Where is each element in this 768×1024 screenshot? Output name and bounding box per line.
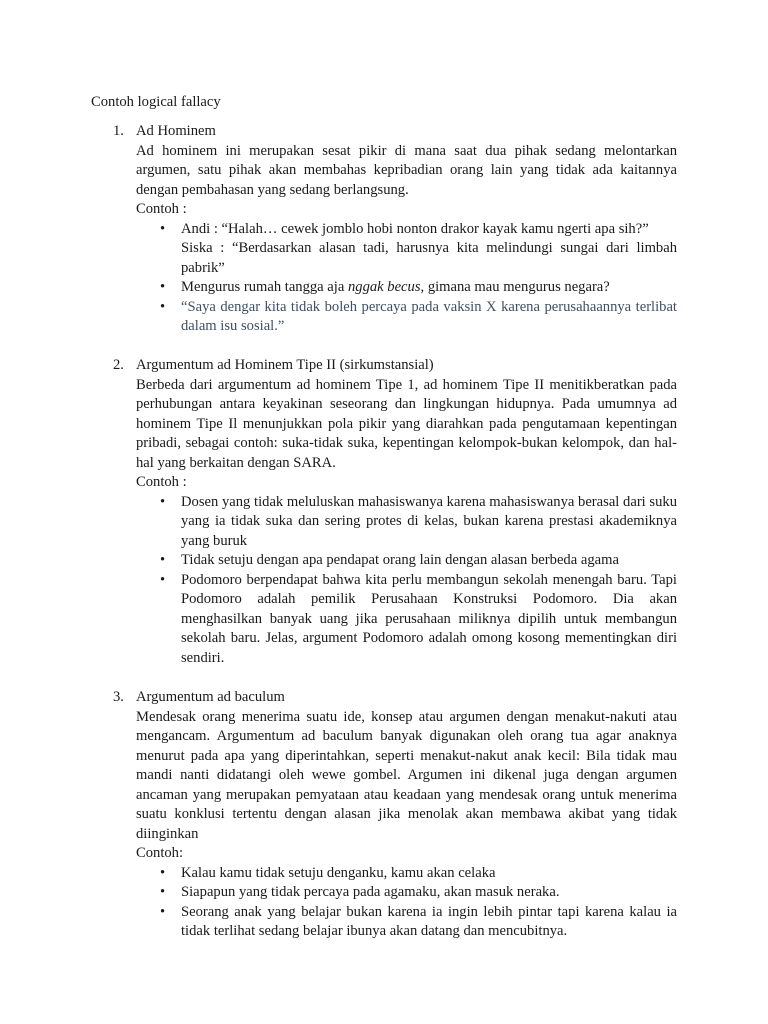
section-heading-text: Ad Hominem bbox=[136, 123, 216, 139]
bullet-icon: • bbox=[160, 220, 166, 237]
contoh-label: Contoh : bbox=[136, 201, 187, 217]
section-ad-hominem-tipe-ii bbox=[91, 356, 677, 668]
example-text: Dosen yang tidak meluluskan mahasiswanya karena mahasiswanya berasal dari suku yang ia tidak suka dan sering protes di kelas, bukan karena prestasi akademiknya yang buruk bbox=[181, 493, 677, 549]
section-number: 3. bbox=[113, 689, 124, 705]
section-number: 1. bbox=[113, 123, 124, 139]
section-heading-text: Argumentum ad baculum bbox=[136, 689, 285, 705]
bullet-icon: • bbox=[160, 571, 166, 588]
example-text: , gimana mau mengurus negara? bbox=[420, 279, 610, 295]
example-text: Tidak setuju dengan apa pendapat orang lain dengan alasan berbeda agama bbox=[181, 552, 619, 568]
section-heading bbox=[91, 356, 677, 376]
list-item bbox=[160, 883, 677, 903]
bullet-icon: • bbox=[160, 552, 166, 568]
example-list bbox=[160, 220, 677, 337]
example-line: Siska : “Berdasarkan alasan tadi, harusnya kita melindungi sungai dari limbah pabrik” bbox=[181, 240, 677, 276]
section-heading bbox=[91, 688, 677, 708]
contoh-label: Contoh: bbox=[136, 845, 184, 861]
section-ad-hominem bbox=[91, 122, 677, 337]
section-heading-text: Argumentum ad Hominem Tipe II (sirkumstansial) bbox=[136, 357, 434, 373]
bullet-icon: • bbox=[160, 884, 166, 900]
list-item bbox=[160, 551, 677, 571]
example-text: Kalau kamu tidak setuju denganku, kamu akan celaka bbox=[181, 864, 496, 881]
list-item bbox=[160, 864, 677, 884]
list-item bbox=[160, 571, 677, 669]
example-text: Siapapun yang tidak percaya pada agamaku, akan masuk neraka. bbox=[181, 884, 560, 900]
bullet-icon: • bbox=[160, 493, 166, 510]
bullet-icon: • bbox=[160, 279, 166, 295]
example-text: Seorang anak yang belajar bukan karena ia ingin lebih pintar tapi karena kalau ia tidak terlihat sedang belajar ibunya akan datang dan mencubitnya. bbox=[181, 903, 677, 939]
list-item bbox=[160, 278, 677, 298]
example-quote: “Saya dengar kita tidak boleh percaya pada vaksin X karena perusahaannya terlibat dalam isu sosial.” bbox=[181, 298, 677, 334]
example-italic-text: nggak becus bbox=[347, 279, 421, 295]
section-number: 2. bbox=[113, 357, 124, 373]
bullet-icon: • bbox=[160, 903, 166, 920]
section-paragraph: Berbeda dari argumentum ad hominem Tipe 1, ad hominem Tipe II menitikberatkan pada perhubungan antara keyakinan seseorang dan lingkungan hidupnya. Pada umumnya ad hominem Tipe Il menunjukkan pola pikir yang diarahkan pada pengutamaan kepentingan pribadi, sebagai contoh: suka-tidak suka, kepentingan kelompok-bukan kelompok, dan hal-hal yang berkaitan dengan SARA. bbox=[136, 376, 677, 471]
example-line: Andi : “Halah… cewek jomblo hobi nonton drakor kayak kamu ngerti apa sih?” bbox=[181, 220, 649, 237]
section-ad-baculum bbox=[91, 688, 677, 942]
list-item bbox=[160, 493, 677, 552]
contoh-label: Contoh : bbox=[136, 474, 187, 490]
section-heading bbox=[91, 122, 677, 142]
list-item bbox=[160, 298, 677, 337]
bullet-icon: • bbox=[160, 298, 166, 315]
list-item bbox=[160, 220, 677, 279]
document-title: Contoh logical fallacy bbox=[91, 94, 221, 110]
bullet-icon: • bbox=[160, 864, 166, 881]
section-paragraph: Mendesak orang menerima suatu ide, konsep atau argumen dengan menakut-nakuti atau mengancam. Argumentum ad baculum banyak digunakan oleh orang tua agar anaknya menurut pada apa yang diperintahkan, seperti menakut-nakut anak kecil: Bila tidak mau mandi nanti didatangi oleh wewe gombel. Argumen ini dikenal juga dengan argumen ancaman yang merupakan pemyataan atau keadaan yang mendesak orang untuk menerima suatu konklusi tertentu dengan alasan jika menolak akan membawa akibat yang tidak diinginkan bbox=[136, 708, 677, 842]
list-item bbox=[160, 903, 677, 942]
example-list bbox=[160, 493, 677, 669]
example-text: Mengurus rumah tangga aja bbox=[181, 279, 348, 295]
example-text: Podomoro berpendapat bahwa kita perlu membangun sekolah menengah baru. Tapi Podomoro adalah pemilik Perusahaan Konstruksi Podomoro. Dia akan menghasilkan banyak uang jika perusahaan miliknya dipilih untuk membangun sekolah baru. Jelas, argument Podomoro adalah omong kosong mementingkan diri sendiri. bbox=[181, 571, 677, 666]
example-list bbox=[160, 864, 677, 942]
section-paragraph: Ad hominem ini merupakan sesat pikir di mana saat dua pihak sedang melontarkan argumen, satu pihak akan membahas kepribadian orang lain yang tidak ada kaitannya dengan pembahasan yang sedang berlangsung. bbox=[136, 142, 677, 198]
